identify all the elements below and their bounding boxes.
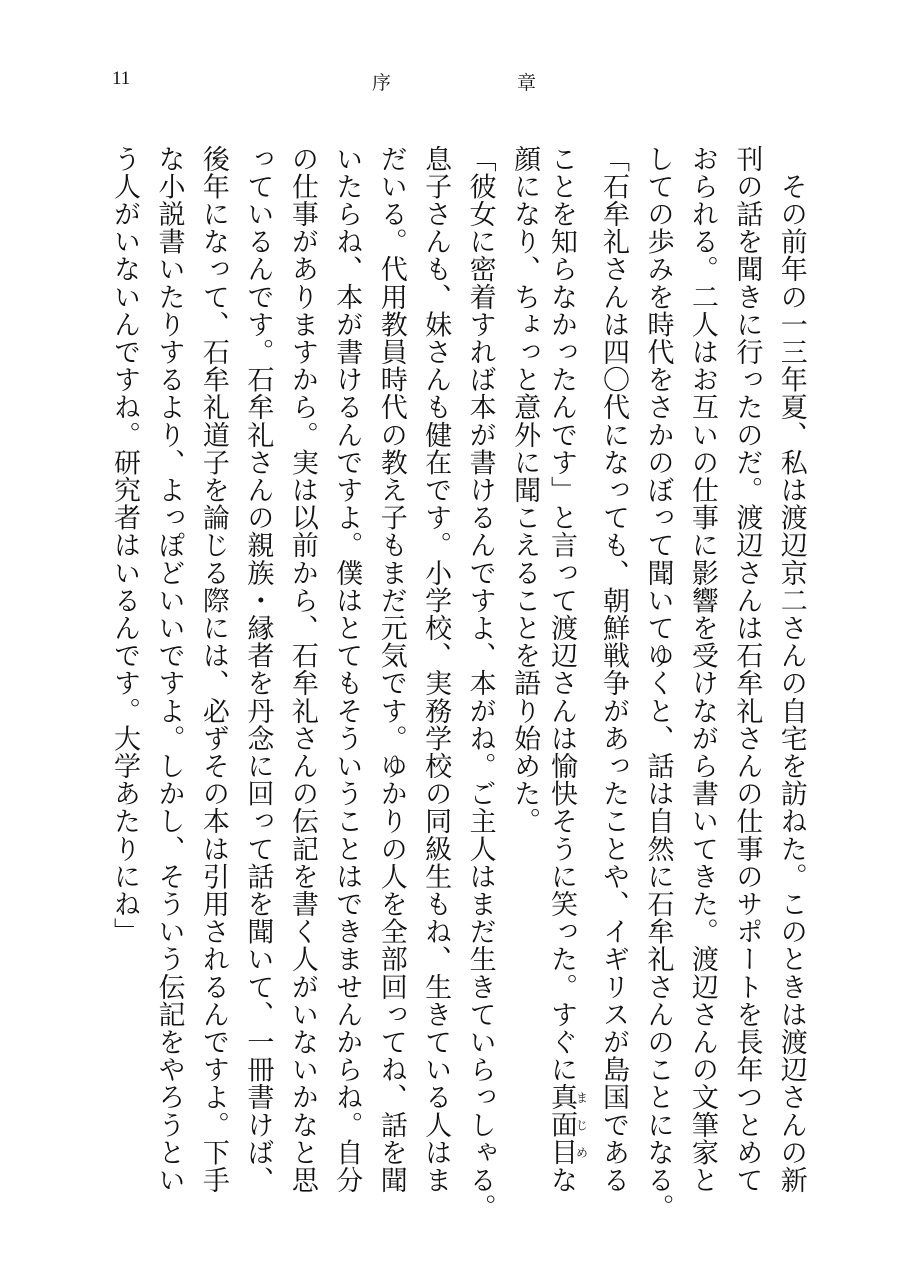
text-line-7: 顔になり、ちょっと意外に聞こえることを語り始めた。 [509,145,541,835]
chapter-title-char: 序 [372,72,392,94]
page-header [0,68,900,98]
text-line-3: おられる。二人はお互いの仕事に影響を受けながら書いてきた。渡辺さんの文筆家と [686,145,718,1194]
text-line-5: 「石牟礼さんは四〇代になっても、朝鮮戦争があったことや、イギリスが島国である [597,145,629,1194]
text-line-8: 「彼女に密着すれば本が書けるんですよ、本がね。ご主人はまだ生きていらっしゃる。 [464,145,496,1222]
ruby-majime [546,1083,589,1167]
ruby-tail: な [546,1166,578,1194]
page-number: 11 [112,68,131,89]
text-line-12: の仕事がありますから。実は以前から、石牟礼さんの伝記を書く人がいないかなと思 [286,145,318,1194]
text-line-10: だいる。代用教員時代の教え子もまだ元気です。ゆかりの人を全部回ってね、話を聞 [375,145,407,1194]
text-line-13: っているんです。石牟礼さんの親族・縁者を丹念に回って話を聞いて、一冊書けば、 [242,145,274,1194]
text-line-16: う人がいないんですね。研究者はいるんです。大学あたりにね」 [109,145,140,946]
ruby-reading: まじめ [574,1083,589,1167]
text-line-15: な小説書いたりするより、よっぽどいいですよ。しかし、そういう伝記をやろうとい [153,145,185,1194]
text-line-9: 息子さんも、妹さんも健在です。小学校、実務学校の同級生もね、生きている人はま [420,145,452,1194]
text-line-14: 後年になって、石牟礼道子を論じる際には、必ずその本は引用されるんですよ。下手 [197,145,229,1194]
text-line-6-main: ことを知らなかったんです」と言って渡辺さんは愉快そうに笑った。すぐに [546,145,578,1084]
text-line-6 [546,145,589,1205]
body-text [105,145,810,1222]
text-line-11: いたらね、本が書けるんですよ。僕はとてもそういうことはできませんからね。自分 [331,145,363,1194]
chapter-title [372,68,536,95]
text-line-4: しての歩みを時代をさかのぼって聞いてゆくと、話は自然に石牟礼さんのことになる。 [642,145,674,1222]
ruby-base: 真面目 [546,1083,578,1167]
chapter-title-char: 章 [516,72,536,94]
text-line-2: 刊の話を聞きに行ったのだ。渡辺さんは石牟礼さんの仕事のサポートを長年つとめて [731,145,763,1194]
text-line-1: その前年の一三年夏、私は渡辺京二さんの自宅を訪ねた。このときは渡辺さんの新 [775,145,807,1194]
